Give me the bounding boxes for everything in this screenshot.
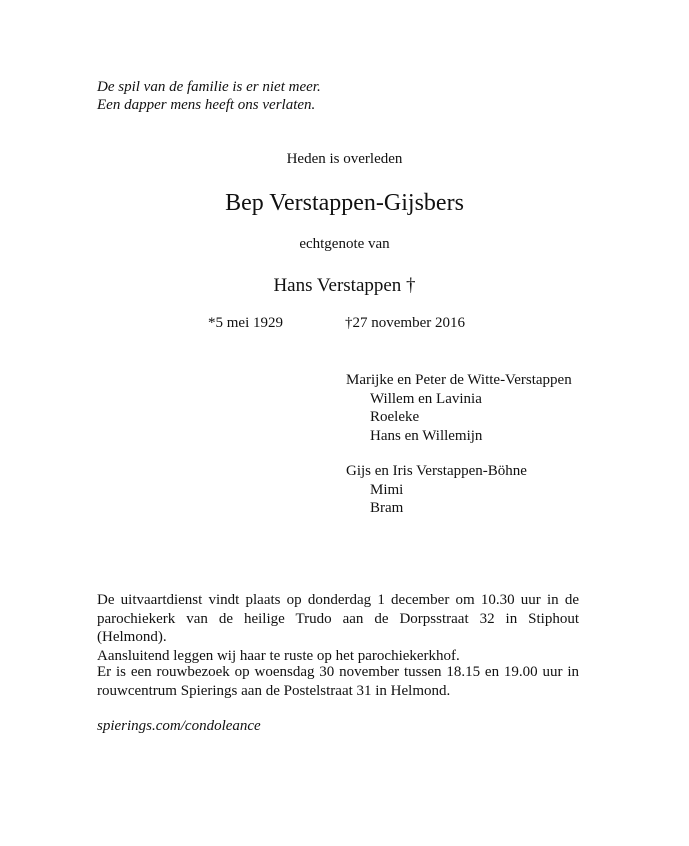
family-head: Gijs en Iris Verstappen-Böhne (346, 463, 527, 479)
announcement: Heden is overleden (286, 151, 403, 167)
death-date: †27 november 2016 (345, 315, 465, 331)
service-paragraph (97, 591, 579, 665)
family-child: Hans en Willemijn (370, 427, 483, 444)
opening-verse (97, 78, 321, 114)
family-child: Mimi (370, 481, 404, 498)
visitation-line-1: Er is een rouwbezoek op woensdag 30 november tussen 18.15 en 19.00 uur in (97, 664, 579, 680)
family-child: Willem en Lavinia (370, 390, 482, 407)
family-head: Marijke en Peter de Witte-Verstappen (346, 372, 572, 388)
visitation-line-2: rouwcentrum Spierings aan de Postelstraat 31 in Helmond. (97, 682, 451, 699)
family-group-1 (346, 371, 572, 445)
service-line-3: Aansluitend leggen wij haar te ruste op het parochiekerkhof. (97, 647, 460, 664)
visitation-paragraph (97, 663, 579, 700)
family-group-2 (346, 462, 527, 518)
family-child: Roeleke (370, 409, 420, 425)
family-child: Bram (370, 500, 404, 516)
spouse-label: echtgenote van (299, 236, 390, 252)
deceased-name: Bep Verstappen-Gijsbers (225, 190, 464, 216)
service-line-2: parochiekerk van de heilige Trudo aan de Dorpsstraat 32 in Stiphout (Helmond). (97, 610, 579, 645)
verse-line-1: De spil van de familie is er niet meer. (97, 79, 321, 95)
birth-date: *5 mei 1929 (208, 315, 283, 331)
service-line-1: De uitvaartdienst vindt plaats op donderdag 1 december om 10.30 uur in de (97, 592, 579, 608)
condolence-website-link[interactable]: spierings.com/condoleance (97, 718, 261, 734)
verse-line-2: Een dapper mens heeft ons verlaten. (97, 97, 316, 113)
spouse-name: Hans Verstappen † (273, 275, 416, 296)
